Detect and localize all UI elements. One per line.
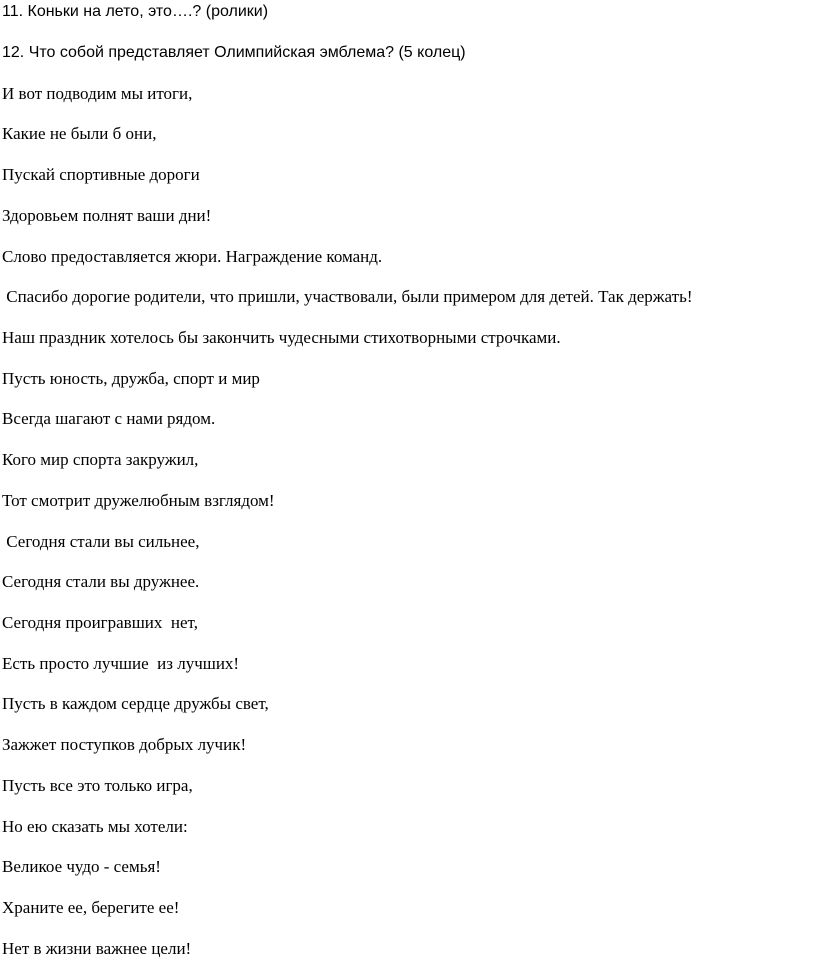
- text-line: Всегда шагают с нами рядом.: [2, 409, 216, 428]
- text-line: Сегодня проигравших нет,: [2, 613, 198, 632]
- text-line: Есть просто лучшие из лучших!: [2, 654, 240, 673]
- text-line: 11. Коньки на лето, это….? (ролики): [2, 3, 269, 20]
- text-line: И вот подводим мы итоги,: [2, 84, 193, 103]
- text-line: 12. Что собой представляет Олимпийская эмблема? (5 колец): [2, 44, 466, 61]
- text-line: Сегодня стали вы дружнее.: [2, 572, 200, 591]
- text-line: Зажжет поступков добрых лучик!: [2, 735, 247, 754]
- text-line: Здоровьем полнят ваши дни!: [2, 206, 212, 225]
- text-line: Кого мир спорта закружил,: [2, 450, 199, 469]
- text-line: Но ею сказать мы хотели:: [2, 817, 188, 836]
- text-line: Пусть все это только игра,: [2, 776, 193, 795]
- text-line: Пусть в каждом сердце дружбы свет,: [2, 694, 269, 713]
- text-line: Нет в жизни важнее цели!: [2, 939, 192, 958]
- text-line: Великое чудо - семья!: [2, 857, 161, 876]
- text-line: Слово предоставляется жюри. Награждение команд.: [2, 247, 383, 266]
- text-line: Наш праздник хотелось бы закончить чудесными стихотворными строчками.: [2, 328, 561, 347]
- text-line: Пусть юность, дружба, спорт и мир: [2, 369, 260, 388]
- text-line: Какие не были б они,: [2, 124, 157, 143]
- text-line: Пускай спортивные дороги: [2, 165, 200, 184]
- text-line: Сегодня стали вы сильнее,: [2, 532, 200, 551]
- text-line: Спасибо дорогие родители, что пришли, участвовали, были примером для детей. Так держать!: [2, 287, 693, 306]
- text-line: Тот смотрит дружелюбным взглядом!: [2, 491, 275, 510]
- text-line: Храните ее, берегите ее!: [2, 898, 180, 917]
